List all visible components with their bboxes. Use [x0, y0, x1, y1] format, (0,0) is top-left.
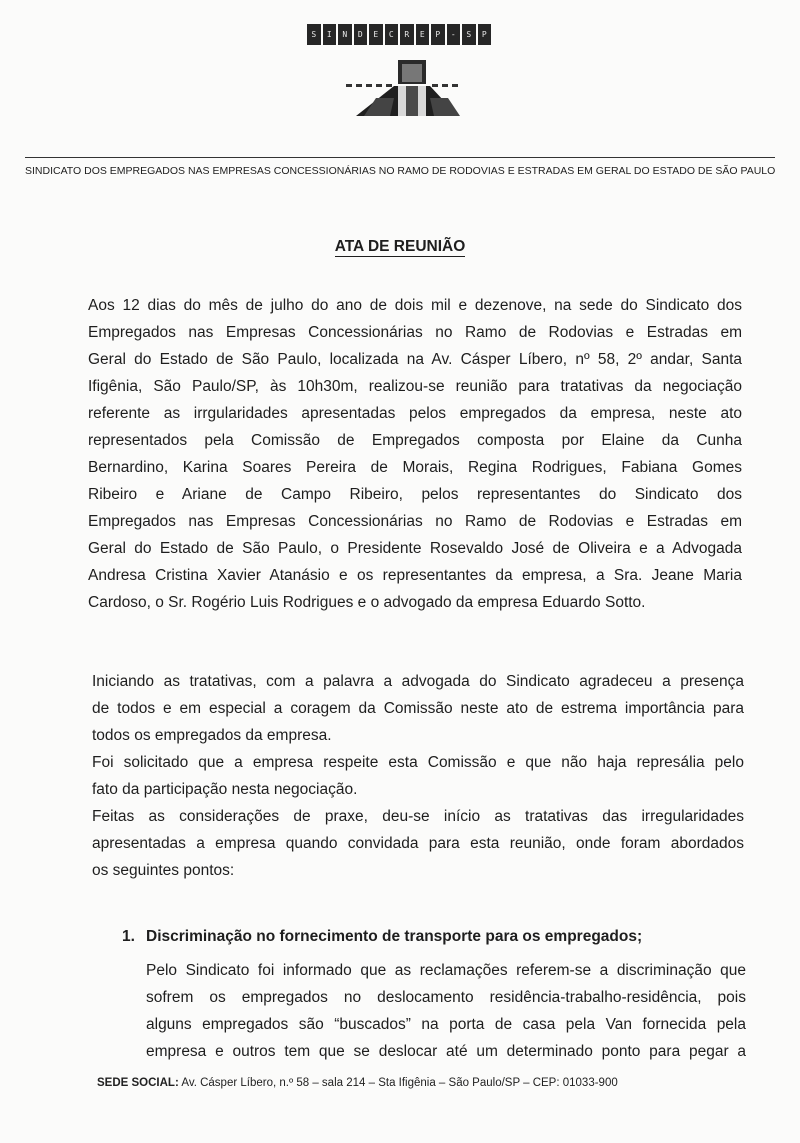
text-line: Cardoso, o Sr. Rogério Luis Rodrigues e o advogado da empresa Eduardo Sotto.: [88, 594, 646, 611]
text-line: Foi solicitado que a empresa respeite esta Comissão e que não haja represália pelo: [92, 754, 744, 771]
footer-address: [97, 1077, 618, 1089]
text-line: Geral do Estado de São Paulo, o Presidente Rosevaldo José de Oliveira e a Advogada: [88, 540, 742, 557]
text-line: os seguintes pontos:: [92, 862, 235, 879]
text-line: Aos 12 dias do mês de julho do ano de dois mil e dezenove, na sede do Sindicato dos: [88, 297, 742, 314]
text-line: referente as irrgularidades apresentadas pelos empregados da empresa, neste ato: [88, 405, 742, 422]
text-line: Empregados nas Empresas Concessionárias no Ramo de Rodovias e Estradas em: [88, 513, 742, 530]
text-line: Bernardino, Karina Soares Pereira de Morais, Regina Rodrigues, Fabiana Gomes: [88, 459, 742, 476]
list-item-heading: [122, 928, 642, 946]
title-text: ATA DE REUNIÃO: [334, 238, 466, 255]
text-line: representados pela Comissão de Empregados composta por Elaine da Cunha: [88, 432, 742, 449]
road-logo-icon: [338, 58, 468, 120]
organization-name: SINDICATO DOS EMPREGADOS NAS EMPRESAS CONCESSIONÁRIAS NO RAMO DE RODOVIAS E ESTRADAS EM GERAL DO ESTADO DE SÃO PAULO: [25, 165, 776, 177]
footer-address-text: Av. Cásper Líbero, n.º 58 – sala 214 – Sta Ifigênia – São Paulo/SP – CEP: 01033-900: [178, 1077, 618, 1089]
text-line: alguns empregados são “buscados” na porta de casa pela Van fornecida pela: [146, 1016, 746, 1033]
logo-letter: R: [400, 24, 414, 45]
logo-letter: E: [416, 24, 430, 45]
logo-letter: C: [385, 24, 399, 45]
logo-letter: P: [431, 24, 445, 45]
logo-letter: S: [462, 24, 476, 45]
text-line: Ribeiro e Ariane de Campo Ribeiro, pelos representantes do Sindicato dos: [88, 486, 742, 503]
text-line: de todos e em especial a coragem da Comissão neste ato de estrema importância para: [92, 700, 744, 717]
text-line: empresa e outros tem que se deslocar até um determinado ponto para pegar a: [146, 1043, 746, 1060]
list-item-body: [146, 957, 746, 1065]
text-line: Feitas as considerações de praxe, deu-se início as tratativas das irregularidades: [92, 808, 744, 825]
text-line: Ifigênia, São Paulo/SP, às 10h30m, realizou-se reunião para tratativas da negociação: [88, 378, 742, 395]
text-line: apresentadas a empresa quando convidada para esta reunião, onde foram abordados: [92, 835, 744, 852]
text-line: Andresa Cristina Xavier Atanásio e os representantes da empresa, a Sra. Jeane Maria: [88, 567, 742, 584]
footer-label: SEDE SOCIAL:: [97, 1077, 179, 1089]
text-line: Iniciando as tratativas, com a palavra a advogada do Sindicato agradeceu a presença: [92, 673, 744, 690]
document-title: [0, 238, 800, 256]
text-line: Geral do Estado de São Paulo, localizada na Av. Cásper Líbero, nº 58, 2º andar, Santa: [88, 351, 742, 368]
text-line: todos os empregados da empresa.: [92, 727, 332, 744]
logo-letter: -: [447, 24, 461, 45]
logo-letter: D: [354, 24, 368, 45]
text-line: Empregados nas Empresas Concessionárias no Ramo de Rodovias e Estradas em: [88, 324, 742, 341]
text-line: fato da participação nesta negociação.: [92, 781, 358, 798]
logo-letter: E: [369, 24, 383, 45]
logo-letter: P: [478, 24, 492, 45]
list-heading-text: Discriminação no fornecimento de transporte para os empregados;: [146, 928, 643, 945]
logo-letter-boxes: [307, 24, 491, 45]
logo-letter: N: [338, 24, 352, 45]
text-line: Pelo Sindicato foi informado que as reclamações referem-se a discriminação que: [146, 962, 746, 979]
text-line: sofrem os empregados no deslocamento residência-trabalho-residência, pois: [146, 989, 746, 1006]
header-divider: [25, 157, 775, 158]
list-number: 1.: [122, 928, 135, 945]
logo-letter: S: [307, 24, 321, 45]
logo-letter: I: [323, 24, 337, 45]
opening-paragraph: [88, 292, 742, 616]
discussion-paragraph: [92, 668, 744, 884]
